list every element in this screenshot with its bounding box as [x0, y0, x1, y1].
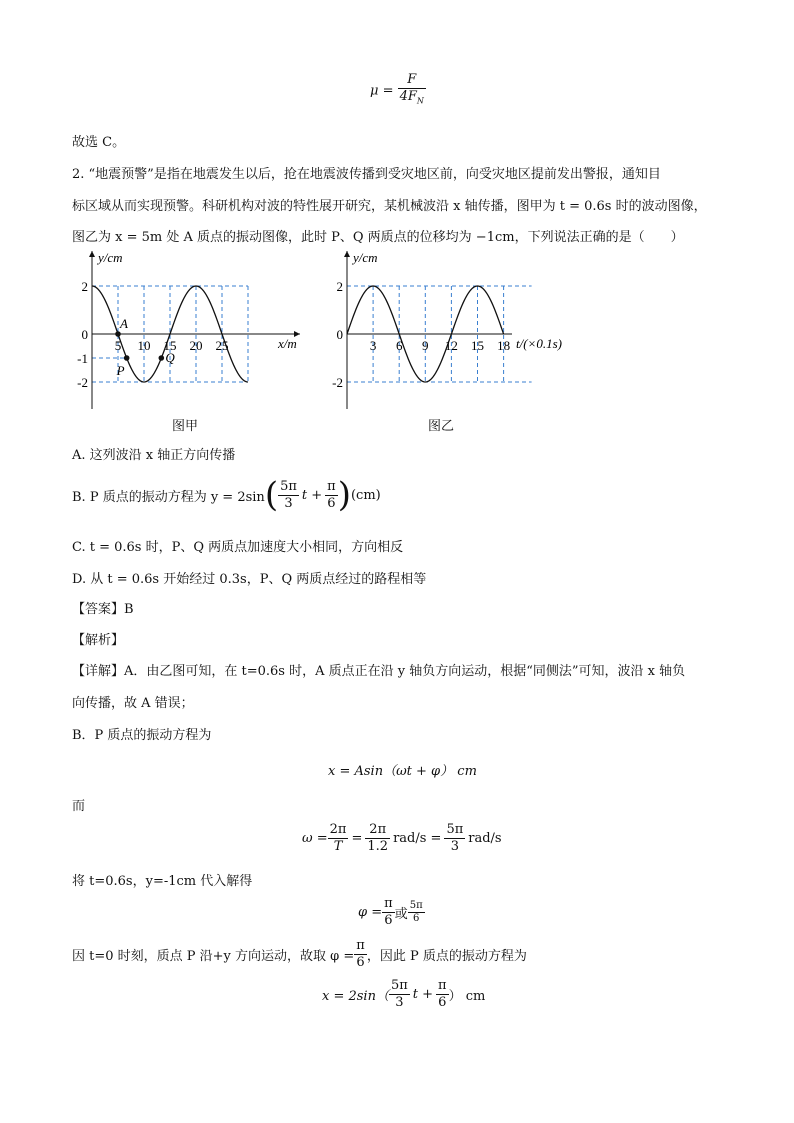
- yi-x-tick: 9: [422, 338, 429, 353]
- option-b-frac2-num: π: [327, 478, 336, 494]
- yi-y-tick: -2: [332, 375, 343, 390]
- option-b-frac2-den: 6: [327, 495, 336, 511]
- point-q: [159, 355, 165, 361]
- analysis-label: 【解析】: [72, 633, 125, 648]
- option-b: [72, 472, 381, 518]
- final-mid: t +: [412, 987, 434, 1002]
- equation-omega: [302, 822, 502, 855]
- option-b-frac2: [325, 479, 338, 512]
- phi-frac1: $\frac{\pi}{6}$: [384, 896, 393, 928]
- final-pre: x = 2sin（: [322, 989, 389, 1004]
- graph-jia: [77, 250, 300, 409]
- omega-lhs: ω =: [302, 831, 328, 846]
- jia-x-tick: 25: [215, 338, 229, 353]
- detail-line-1: 【详解】A．由乙图可知，在 t=0.6s 时，A 质点正在沿 y 轴负方向运动，根据“同侧法”可知，波沿 x 轴负: [72, 664, 686, 679]
- option-c: C. t = 0.6s 时，P、Q 两质点加速度大小相同，方向相反: [72, 540, 404, 555]
- yi-y-tick: 2: [336, 279, 343, 294]
- omega-frac2: $\frac{2\pi}{1.2}$: [367, 822, 389, 854]
- formula-mu-den: $4F_N$: [399, 89, 424, 106]
- jia-y-tick: 0: [81, 327, 88, 342]
- option-b-rparen: ): [337, 475, 351, 515]
- omega-unit2: rad/s: [468, 831, 502, 846]
- graph-yi: [332, 250, 562, 409]
- option-b-frac1-num: 5π: [280, 478, 297, 494]
- previous-answer: 故选 C。: [72, 135, 126, 150]
- jia-x-tick: 5: [114, 338, 122, 353]
- jia-y-tick: -2: [77, 375, 88, 390]
- question-line-1: 2. “地震预警”是指在地震发生以后，抢在地震波传播到受灾地区前，向受灾地区提前发出警报，通知目: [72, 167, 661, 182]
- option-a: A. 这列波沿 x 轴正方向传播: [72, 448, 236, 463]
- yi-x-tick: 6: [395, 338, 403, 353]
- because-line: [72, 938, 527, 971]
- question-line-3: 图乙为 x = 5m 处 A 质点的振动图像，此时 P、Q 两质点的位移均为 −1cm，下列说法正确的是（ ）: [72, 230, 684, 245]
- option-b-prefix: B. P 质点的振动方程为 y = 2sin: [72, 489, 265, 505]
- omega-frac3: $\frac{5\pi}{3}$: [446, 822, 464, 854]
- because-pre: 因 t=0 时刻，质点 P 沿+y 方向运动，故取 φ =: [72, 949, 355, 964]
- final-frac2: $\frac{\pi}{6}$: [438, 978, 447, 1010]
- because-frac: $\frac{\pi}{6}$: [356, 938, 365, 970]
- caption-yi: 图乙: [428, 419, 455, 434]
- option-b-frac1: [278, 479, 299, 512]
- point-a-label: A: [120, 316, 128, 331]
- yi-x-label: t/(×0.1s): [516, 336, 562, 351]
- detail-er: 而: [72, 799, 86, 814]
- detail-line-3: B．P 质点的振动方程为: [72, 728, 212, 743]
- option-b-mid: t +: [301, 487, 323, 503]
- formula-mu: [370, 72, 426, 110]
- omega-eq: =: [351, 831, 363, 846]
- point-p-label: P: [116, 363, 125, 378]
- option-b-frac1-den: 3: [284, 495, 293, 511]
- answer-label: 【答案】B: [72, 602, 134, 617]
- final-frac1: $\frac{5\pi}{3}$: [390, 978, 408, 1010]
- yi-x-tick: 3: [369, 338, 377, 353]
- yi-x-tick: 18: [497, 338, 511, 353]
- point-p: [124, 355, 130, 361]
- omega-unit1: rad/s =: [393, 831, 442, 846]
- jia-y-tick: 2: [81, 279, 88, 294]
- because-post: ，因此 P 质点的振动方程为: [366, 949, 527, 964]
- caption-jia: 图甲: [172, 419, 199, 434]
- formula-mu-fraction: [398, 72, 426, 110]
- phi-lhs: φ =: [358, 905, 383, 920]
- formula-mu-num: F: [398, 72, 426, 89]
- point-a: [115, 331, 121, 337]
- option-b-suffix: (cm): [350, 487, 381, 503]
- yi-x-tick: 12: [444, 338, 458, 353]
- yi-y-label: y/cm: [353, 250, 378, 265]
- detail-line-2: 向传播，故 A 错误；: [72, 696, 194, 711]
- point-q-label: Q: [165, 350, 175, 365]
- final-post: ） cm: [448, 989, 486, 1004]
- equation-final: [322, 978, 485, 1011]
- question-line-2: 标区域从而实现预警。科研机构对波的特性展开研究，某机械波沿 x 轴传播，图甲为 t = 0.6s 时的波动图像，: [72, 199, 707, 214]
- jia-x-tick: 15: [163, 338, 177, 353]
- yi-x-tick: 15: [471, 338, 484, 353]
- jia-x-tick: 10: [137, 338, 151, 353]
- phi-or: 或: [394, 907, 408, 922]
- jia-y-tick: -1: [77, 351, 88, 366]
- jia-x-tick: 20: [189, 338, 203, 353]
- yi-y-tick: 0: [336, 327, 343, 342]
- jia-x-label: x/m: [278, 336, 297, 351]
- substitution-line: 将 t=0.6s，y=-1cm 代入解得: [72, 874, 253, 889]
- option-d: D. 从 t = 0.6s 开始经过 0.3s，P、Q 两质点经过的路程相等: [72, 572, 427, 587]
- phi-frac2: $\frac{5\pi}{6}$: [409, 900, 423, 924]
- equation-phi: [358, 896, 425, 929]
- option-b-lparen: (: [264, 475, 279, 515]
- equation-general: x = Asin（ωt + φ） cm: [328, 764, 477, 779]
- figures: [60, 245, 600, 435]
- formula-mu-lhs: μ =: [370, 83, 394, 99]
- jia-y-label: y/cm: [98, 250, 123, 265]
- omega-frac1: $\frac{2\pi}{T}$: [329, 822, 347, 854]
